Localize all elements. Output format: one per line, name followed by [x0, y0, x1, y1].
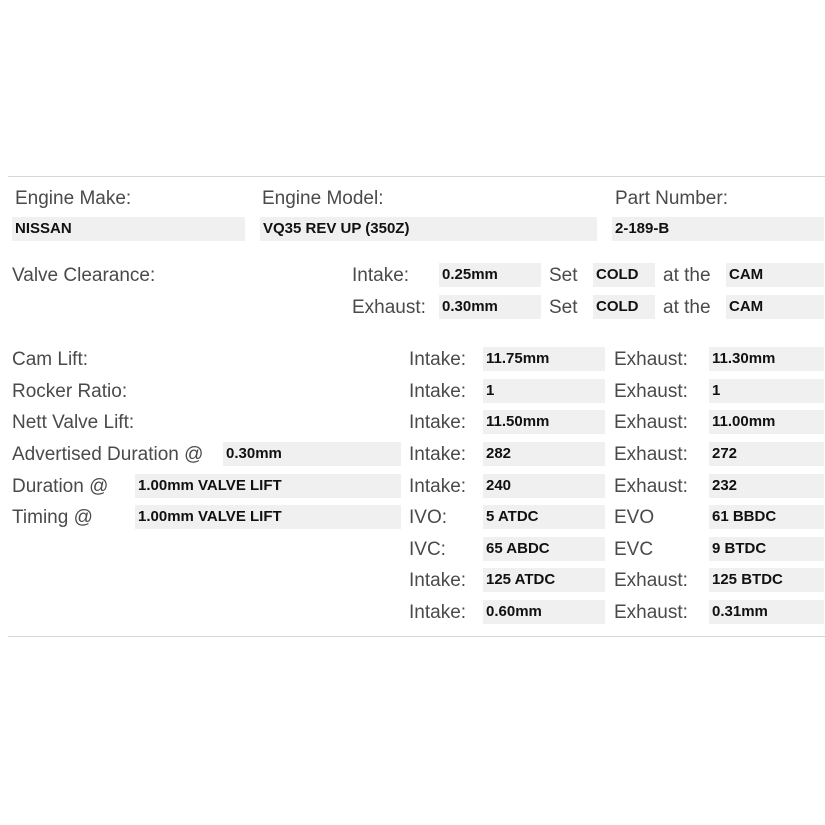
spec-row-exhaust-label: Exhaust: — [614, 570, 688, 591]
advertised-duration-field: 0.30mm — [223, 442, 401, 466]
spec-row-exhaust-value: 232 — [709, 474, 824, 498]
timing-label: Timing @ — [12, 507, 93, 528]
clearance-exhaust-location-field: CAM — [726, 295, 824, 319]
part-number-field: 2-189-B — [612, 217, 824, 241]
spec-row-exhaust-value: 11.00mm — [709, 410, 824, 434]
spec-row-exhaust-label: Exhaust: — [614, 381, 688, 402]
spec-row-ivc-value: 65 ABDC — [483, 537, 605, 561]
engine-model-label: Engine Model: — [262, 188, 384, 209]
spec-row-exhaust-label: Exhaust: — [614, 412, 688, 433]
engine-make-label: Engine Make: — [15, 188, 132, 209]
spec-row-intake-label: Intake: — [409, 412, 467, 433]
spec-row-ivo-label: IVO: — [409, 507, 448, 528]
spec-row-intake-label: Intake: — [409, 444, 467, 465]
bottom-divider — [8, 636, 825, 637]
spec-row-ivc-label: IVC: — [409, 539, 446, 560]
spec-row-evc-value: 9 BTDC — [709, 537, 824, 561]
spec-row-intake-label: Intake: — [409, 349, 467, 370]
duration-field: 1.00mm VALVE LIFT — [135, 474, 401, 498]
rocker-ratio-label: Rocker Ratio: — [12, 381, 128, 402]
spec-row-exhaust-label: Exhaust: — [614, 444, 688, 465]
duration-label: Duration @ — [12, 476, 109, 497]
spec-row-exhaust-label: Exhaust: — [614, 476, 688, 497]
spec-row-intake-label: Intake: — [409, 381, 467, 402]
cam-lift-label: Cam Lift: — [12, 349, 89, 370]
clearance-exhaust-label: Exhaust: — [352, 297, 426, 318]
spec-row-exhaust-value: 125 BTDC — [709, 568, 824, 592]
spec-row-evo-value: 61 BBDC — [709, 505, 824, 529]
clearance-intake-set-label: Set — [549, 265, 578, 286]
engine-model-field: VQ35 REV UP (350Z) — [260, 217, 597, 241]
spec-row-intake-value: 240 — [483, 474, 605, 498]
clearance-exhaust-set-label: Set — [549, 297, 578, 318]
spec-row-intake-label: Intake: — [409, 476, 467, 497]
spec-row-exhaust-label: Exhaust: — [614, 349, 688, 370]
clearance-exhaust-field: 0.30mm — [439, 295, 541, 319]
engine-make-field: NISSAN — [12, 217, 245, 241]
spec-row-intake-value: 11.75mm — [483, 347, 605, 371]
spec-row-exhaust-value: 0.31mm — [709, 600, 824, 624]
clearance-intake-at-label: at the — [663, 265, 711, 286]
spec-row-evo-label: EVO — [614, 507, 655, 528]
top-divider — [8, 176, 825, 177]
clearance-intake-label: Intake: — [352, 265, 410, 286]
spec-row-exhaust-value: 11.30mm — [709, 347, 824, 371]
clearance-exhaust-at-label: at the — [663, 297, 711, 318]
part-number-label: Part Number: — [615, 188, 728, 209]
spec-row-intake-value: 282 — [483, 442, 605, 466]
clearance-intake-temp-field: COLD — [593, 263, 655, 287]
clearance-intake-location-field: CAM — [726, 263, 824, 287]
clearance-intake-field: 0.25mm — [439, 263, 541, 287]
valve-clearance-label: Valve Clearance: — [12, 265, 156, 286]
spec-row-intake-label: Intake: — [409, 570, 467, 591]
nett-valve-lift-label: Nett Valve Lift: — [12, 412, 135, 433]
clearance-exhaust-temp-field: COLD — [593, 295, 655, 319]
advertised-duration-label: Advertised Duration @ — [12, 444, 204, 465]
spec-row-ivo-value: 5 ATDC — [483, 505, 605, 529]
spec-row-intake-value: 125 ATDC — [483, 568, 605, 592]
spec-row-exhaust-value: 272 — [709, 442, 824, 466]
spec-row-intake-label: Intake: — [409, 602, 467, 623]
spec-row-intake-value: 1 — [483, 379, 605, 403]
timing-field: 1.00mm VALVE LIFT — [135, 505, 401, 529]
spec-row-exhaust-value: 1 — [709, 379, 824, 403]
spec-row-evc-label: EVC — [614, 539, 654, 560]
spec-row-intake-value: 11.50mm — [483, 410, 605, 434]
spec-row-exhaust-label: Exhaust: — [614, 602, 688, 623]
spec-row-intake-value: 0.60mm — [483, 600, 605, 624]
